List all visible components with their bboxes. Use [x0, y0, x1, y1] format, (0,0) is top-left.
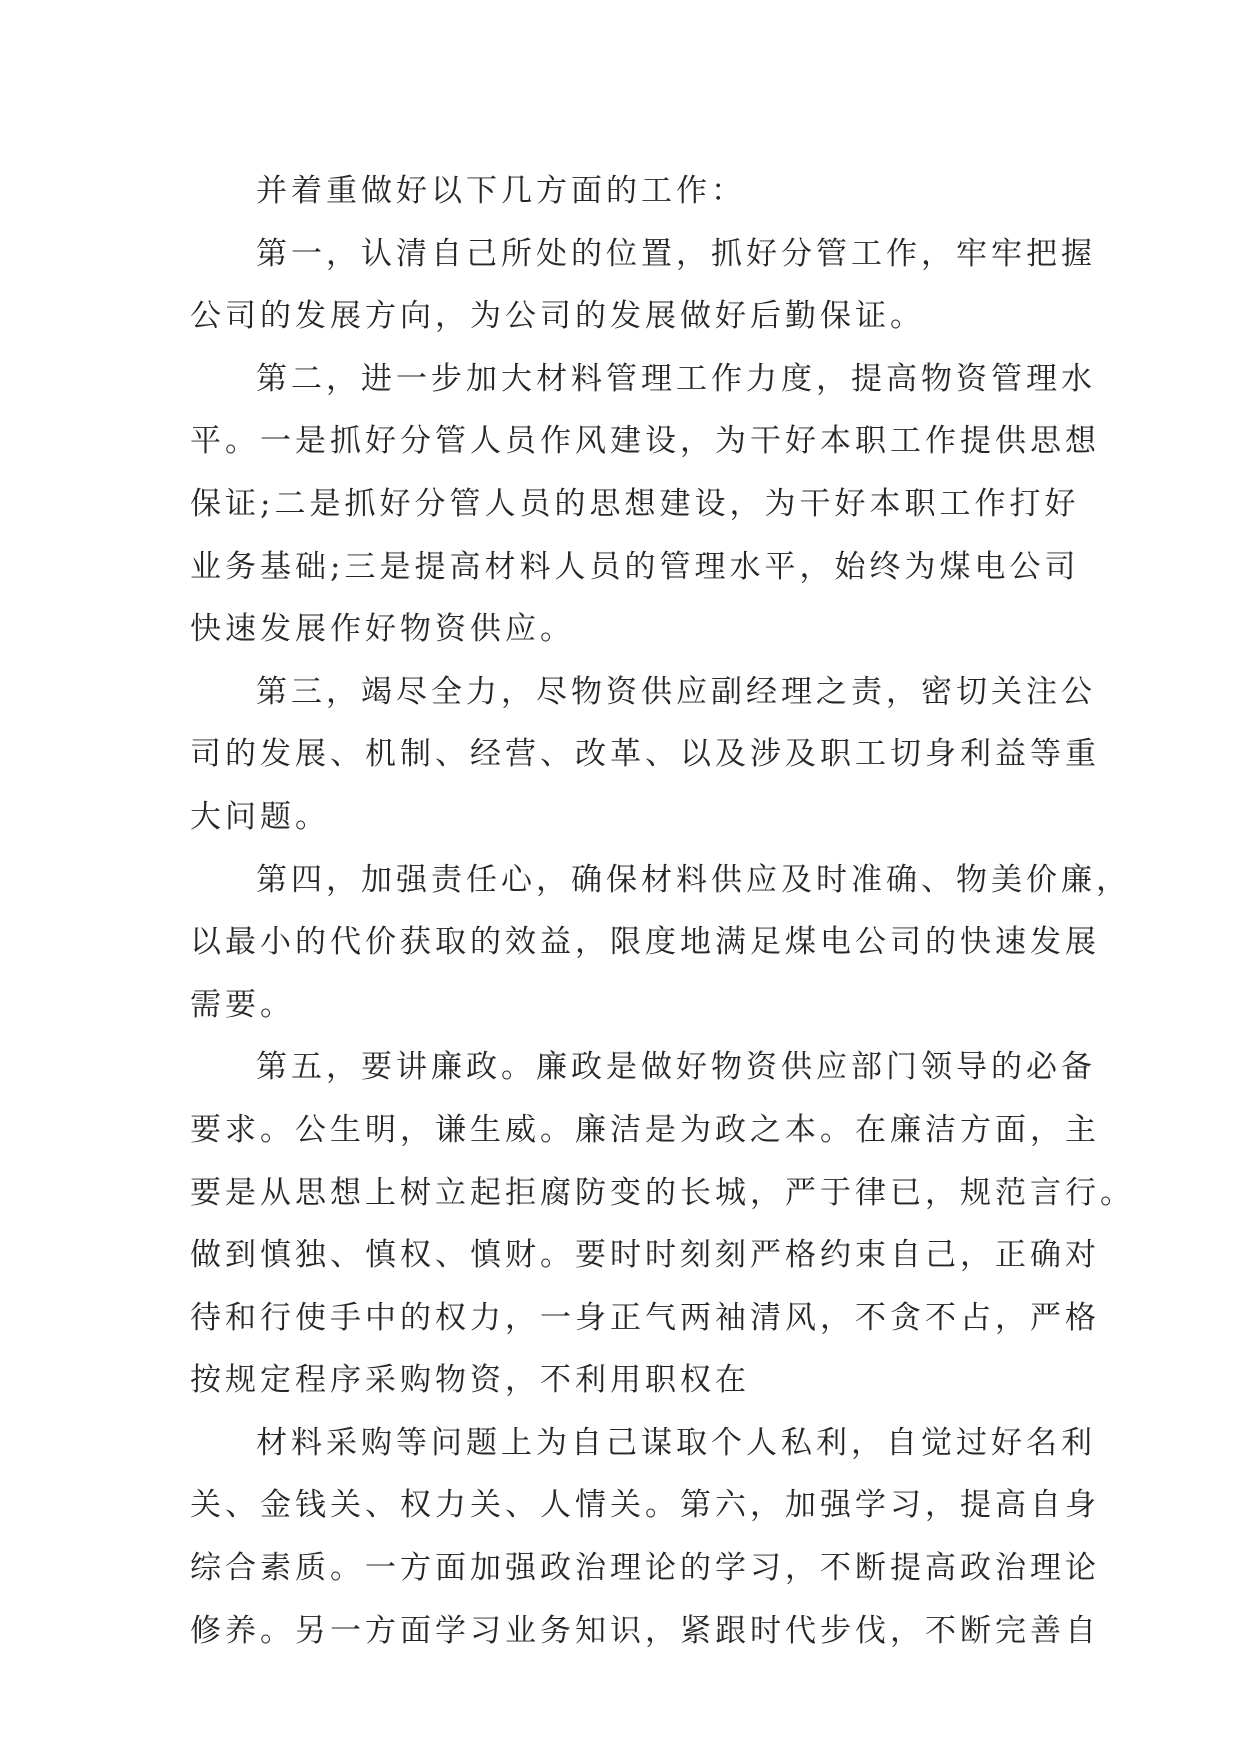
text-line: 快速发展作好物资供应。 — [190, 611, 575, 648]
text-line: 待和行使手中的权力，一身正气两袖清风，不贪不占，严格 — [190, 1299, 1100, 1336]
text-line: 第三，竭尽全力，尽物资供应副经理之责，密切关注公 — [256, 673, 1096, 710]
document-body — [190, 160, 1135, 1662]
text-line: 关、金钱关、权力关、人情关。第六，加强学习，提高自身 — [190, 1487, 1100, 1524]
text-line: 第五，要讲廉政。廉政是做好物资供应部门领导的必备 — [256, 1049, 1096, 1086]
text-line: 做到慎独、慎权、慎财。要时时刻刻严格约束自己，正确对 — [190, 1237, 1100, 1274]
text-line: 修养。另一方面学习业务知识，紧跟时代步伐，不断完善自 — [190, 1612, 1100, 1649]
text-line: 第一，认清自己所处的位置，抓好分管工作，牢牢把握 — [256, 235, 1096, 272]
text-line: 按规定程序采购物资，不利用职权在 — [190, 1362, 750, 1399]
text-line: 公司的发展方向，为公司的发展做好后勤保证。 — [190, 298, 925, 335]
text-line: 第四，加强责任心，确保材料供应及时准确、物美价廉， — [256, 861, 1131, 898]
text-line: 司的发展、机制、经营、改革、以及涉及职工切身利益等重 — [190, 736, 1100, 773]
text-line: 业务基础;三是提高材料人员的管理水平，始终为煤电公司 — [190, 548, 1080, 585]
text-line: 大问题。 — [190, 798, 330, 835]
text-line: 第二，进一步加大材料管理工作力度，提高物资管理水 — [256, 360, 1096, 397]
text-line: 以最小的代价获取的效益，限度地满足煤电公司的快速发展 — [190, 924, 1100, 961]
text-line: 平。一是抓好分管人员作风建设，为干好本职工作提供思想 — [190, 423, 1100, 460]
text-line: 材料采购等问题上为自己谋取个人私利，自觉过好名利 — [256, 1424, 1096, 1461]
text-line: 并着重做好以下几方面的工作： — [256, 173, 746, 209]
text-line: 保证;二是抓好分管人员的思想建设，为干好本职工作打好 — [190, 485, 1080, 522]
text-line: 要求。公生明，谦生威。廉洁是为政之本。在廉洁方面，主 — [190, 1111, 1100, 1148]
text-line: 要是从思想上树立起拒腐防变的长城，严于律已，规范言行。 — [190, 1174, 1135, 1211]
text-line: 需要。 — [190, 986, 295, 1023]
text-line: 综合素质。一方面加强政治理论的学习，不断提高政治理论 — [190, 1550, 1100, 1587]
